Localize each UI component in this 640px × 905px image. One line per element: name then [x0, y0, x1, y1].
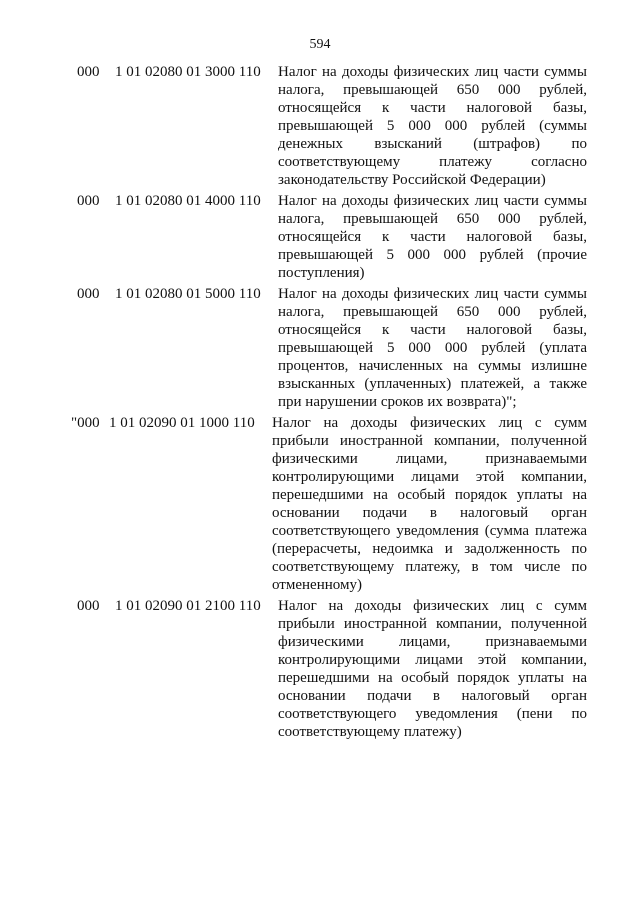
admin-code: 000 [77, 598, 100, 614]
table-row [77, 192, 587, 282]
admin-code: 000 [77, 193, 100, 209]
page-number: 594 [309, 37, 331, 52]
admin-code: 000 [77, 286, 100, 302]
table-row [77, 285, 587, 411]
table-row [77, 63, 587, 189]
kbk-code: 1 01 02080 01 4000 110 [115, 193, 261, 209]
document-rows [71, 63, 587, 745]
admin-code: 000 [77, 64, 100, 80]
admin-code: "000 [71, 415, 100, 431]
kbk-code: 1 01 02090 01 1000 110 [109, 415, 255, 431]
table-row [71, 414, 587, 594]
row-description: Налог на доходы физических лиц части суммы налога, превышающей 650 000 рублей, относящейся к части налоговой базы, превышающей 5 000 000 рублей (уплата процентов, начисленных на суммы излишне взысканных (уплаченных) платежей, а также при нарушении сроков их возврата)"; [278, 286, 587, 410]
kbk-code: 1 01 02080 01 5000 110 [115, 286, 261, 302]
row-description: Налог на доходы физических лиц с сумм прибыли иностранной компании, полученной физическими лицами, признаваемыми контролирующими лицами этой компании, перешедшими на особый порядок уплаты на основании подачи в налоговый орган соответствующего уведомления (сумма платежа (перерасчеты, недоимка и задолженность по соответствующему платежу, в том числе по отмененному) [272, 415, 587, 593]
row-description: Налог на доходы физических лиц с сумм прибыли иностранной компании, полученной физическими лицами, признаваемыми контролирующими лицами этой компании, перешедшими на особый порядок уплаты на основании подачи в налоговый орган соответствующего уведомления (пени по соответствующему платежу) [278, 598, 587, 740]
kbk-code: 1 01 02080 01 3000 110 [115, 64, 261, 80]
row-description: Налог на доходы физических лиц части суммы налога, превышающей 650 000 рублей, относящейся к части налоговой базы, превышающей 5 000 000 рублей (прочие поступления) [278, 193, 587, 281]
row-description: Налог на доходы физических лиц части суммы налога, превышающей 650 000 рублей, относящейся к части налоговой базы, превышающей 5 000 000 рублей (суммы денежных взысканий (штрафов) по соответствующему платежу согласно законодательству Российской Федерации) [278, 64, 587, 188]
table-row [77, 597, 587, 741]
kbk-code: 1 01 02090 01 2100 110 [115, 598, 261, 614]
